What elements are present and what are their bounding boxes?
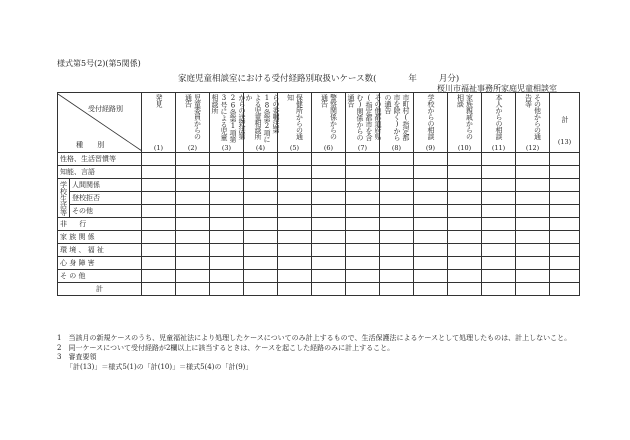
count-cell[interactable]: [312, 283, 346, 296]
count-cell[interactable]: [482, 218, 516, 231]
count-cell[interactable]: [380, 270, 414, 283]
count-cell[interactable]: [312, 244, 346, 257]
col-header: その他からの通告等 (12): [516, 93, 550, 153]
note-1: 1 当該月の新規ケースのうち、児童福祉法により処理したケースについてのみ計上するもので、生活保護法によるケースとして処理したものは、計上しないこと。: [57, 334, 572, 342]
count-cell[interactable]: [312, 166, 346, 179]
count-cell[interactable]: [482, 283, 516, 296]
count-cell[interactable]: [210, 153, 244, 166]
count-cell[interactable]: [312, 270, 346, 283]
count-cell[interactable]: [516, 153, 550, 166]
count-cell[interactable]: [210, 179, 244, 192]
col-header: らの委嘱法第18条第2項による児童相談所か (4): [245, 94, 280, 152]
count-cell[interactable]: [278, 283, 312, 296]
count-cell[interactable]: [550, 231, 580, 244]
count-cell[interactable]: [278, 244, 312, 257]
table-row: [58, 231, 580, 244]
count-cell[interactable]: [142, 244, 176, 257]
count-cell[interactable]: [176, 192, 210, 205]
count-cell[interactable]: [346, 257, 380, 270]
count-cell[interactable]: [210, 257, 244, 270]
total-row: [58, 283, 580, 296]
count-cell[interactable]: [142, 192, 176, 205]
issuer-name: 桜川市福祉事務所家庭児童相談室: [437, 84, 557, 93]
table-row: [58, 205, 580, 218]
count-cell[interactable]: [516, 244, 550, 257]
count-cell[interactable]: [210, 283, 244, 296]
col-header: その他都道府県(指定都市を含む)関係からの通告 (7): [347, 94, 382, 152]
count-cell[interactable]: [380, 218, 414, 231]
count-cell[interactable]: [312, 231, 346, 244]
count-cell[interactable]: [414, 270, 448, 283]
count-cell[interactable]: [414, 166, 448, 179]
count-cell[interactable]: [142, 270, 176, 283]
count-cell[interactable]: [244, 205, 278, 218]
table-row: [58, 166, 580, 179]
count-cell[interactable]: [312, 153, 346, 166]
count-cell[interactable]: [414, 192, 448, 205]
count-cell[interactable]: [550, 192, 580, 205]
form-number: 様式第5号(2)(第5関係): [57, 59, 141, 68]
count-cell[interactable]: [380, 231, 414, 244]
count-cell[interactable]: [244, 231, 278, 244]
count-cell[interactable]: [176, 218, 210, 231]
count-cell[interactable]: [516, 205, 550, 218]
count-cell[interactable]: [482, 153, 516, 166]
count-cell[interactable]: [448, 218, 482, 231]
count-cell[interactable]: [244, 244, 278, 257]
count-cell[interactable]: [278, 192, 312, 205]
count-cell[interactable]: [176, 205, 210, 218]
count-cell[interactable]: [448, 192, 482, 205]
count-cell[interactable]: [278, 231, 312, 244]
count-cell[interactable]: [414, 153, 448, 166]
count-cell[interactable]: [550, 270, 580, 283]
note-4: 「計(13)」＝様式5(1)の「計(10)」＝様式5(4)の「計(9)」: [66, 362, 253, 371]
count-cell[interactable]: [278, 153, 312, 166]
count-cell[interactable]: [482, 205, 516, 218]
col-header: 学校からの相談 (9): [414, 93, 448, 153]
col-header: 児童委員からの通告 (2): [176, 93, 210, 153]
table-row: [58, 244, 580, 257]
count-cell[interactable]: [482, 257, 516, 270]
count-cell[interactable]: [346, 270, 380, 283]
corner-bottom-label: 種 別: [76, 141, 111, 149]
row-label: 登校拒否: [70, 192, 142, 205]
count-cell[interactable]: [448, 231, 482, 244]
count-cell[interactable]: [244, 179, 278, 192]
count-cell[interactable]: [142, 179, 176, 192]
count-cell[interactable]: [414, 179, 448, 192]
count-cell[interactable]: [278, 166, 312, 179]
table-row: [58, 218, 580, 231]
count-cell[interactable]: [346, 218, 380, 231]
count-cell[interactable]: [278, 257, 312, 270]
count-cell[interactable]: [142, 218, 176, 231]
count-cell[interactable]: [176, 153, 210, 166]
col-header: 本人からの相談 (11): [482, 93, 516, 153]
count-cell[interactable]: [244, 153, 278, 166]
count-cell[interactable]: [312, 179, 346, 192]
count-cell[interactable]: [414, 218, 448, 231]
count-cell[interactable]: [142, 153, 176, 166]
count-cell[interactable]: [516, 283, 550, 296]
count-cell[interactable]: [346, 283, 380, 296]
count-cell[interactable]: [210, 244, 244, 257]
table-row: [58, 192, 580, 205]
count-cell[interactable]: [244, 257, 278, 270]
count-cell[interactable]: [176, 270, 210, 283]
case-count-table: [57, 92, 580, 296]
row-label: 人間関係: [70, 179, 142, 192]
count-cell[interactable]: [176, 179, 210, 192]
title-text: 家庭児童相談室における受付経路別取扱いケース数(: [178, 74, 377, 84]
count-cell[interactable]: [176, 231, 210, 244]
count-cell[interactable]: [312, 218, 346, 231]
count-cell[interactable]: [482, 244, 516, 257]
count-cell[interactable]: [346, 244, 380, 257]
count-cell[interactable]: [448, 244, 482, 257]
count-cell[interactable]: [312, 257, 346, 270]
row-label: 環 境 、 福 祉: [58, 244, 142, 257]
count-cell[interactable]: [482, 166, 516, 179]
count-cell[interactable]: [482, 192, 516, 205]
corner-top-label: 受付経路別: [88, 105, 123, 113]
count-cell[interactable]: [414, 205, 448, 218]
table-row: [58, 257, 580, 270]
count-cell[interactable]: [278, 205, 312, 218]
count-cell[interactable]: [414, 244, 448, 257]
row-label: 非 行: [58, 218, 142, 231]
school-group-label: 学校生活等: [59, 180, 68, 216]
count-cell[interactable]: [244, 270, 278, 283]
count-cell[interactable]: [448, 166, 482, 179]
count-cell[interactable]: [312, 205, 346, 218]
count-cell[interactable]: [448, 270, 482, 283]
total-label: 計: [58, 283, 142, 296]
count-cell[interactable]: [550, 244, 580, 257]
col-header: 保健所からの通知 (5): [278, 93, 312, 153]
row-label: その他: [70, 205, 142, 218]
count-cell[interactable]: [142, 231, 176, 244]
count-cell[interactable]: [346, 205, 380, 218]
count-cell[interactable]: [142, 257, 176, 270]
count-cell[interactable]: [210, 205, 244, 218]
count-cell[interactable]: [380, 192, 414, 205]
count-cell[interactable]: [346, 231, 380, 244]
count-cell[interactable]: [176, 244, 210, 257]
count-cell[interactable]: [176, 166, 210, 179]
document-title: [178, 72, 459, 84]
col-header: 計 (13): [550, 93, 580, 153]
count-cell[interactable]: [380, 205, 414, 218]
count-cell[interactable]: [516, 179, 550, 192]
count-cell[interactable]: [142, 166, 176, 179]
row-label: そ の 他: [58, 270, 142, 283]
count-cell[interactable]: [244, 218, 278, 231]
row-label: 心 身 障 害: [58, 257, 142, 270]
note-3: 3 審査要領: [57, 353, 97, 361]
count-cell[interactable]: [448, 205, 482, 218]
count-cell[interactable]: [346, 153, 380, 166]
count-cell[interactable]: [210, 231, 244, 244]
corner-cell: [58, 93, 142, 153]
header-row: [58, 93, 580, 153]
count-cell[interactable]: [210, 192, 244, 205]
count-cell[interactable]: [380, 283, 414, 296]
count-cell[interactable]: [380, 257, 414, 270]
count-cell[interactable]: [448, 153, 482, 166]
count-cell[interactable]: [210, 218, 244, 231]
count-cell[interactable]: [414, 283, 448, 296]
count-cell[interactable]: [550, 153, 580, 166]
count-cell[interactable]: [380, 153, 414, 166]
count-cell[interactable]: [448, 257, 482, 270]
count-cell[interactable]: [516, 192, 550, 205]
col-header: からの送致法第26条第1項第3号による児童相談所 (3): [211, 94, 246, 152]
count-cell[interactable]: [278, 218, 312, 231]
count-cell[interactable]: [176, 257, 210, 270]
note-2: 2 同一ケースについて受付経路が2欄以上に該当するときは、ケースを起こした経路のみに計上すること。: [57, 343, 395, 352]
count-cell[interactable]: [414, 257, 448, 270]
count-cell[interactable]: [516, 257, 550, 270]
count-cell[interactable]: [346, 166, 380, 179]
count-cell[interactable]: [244, 192, 278, 205]
count-cell[interactable]: [278, 270, 312, 283]
title-year: 年: [408, 74, 417, 84]
col-header: 警察関係からの通告 (6): [312, 93, 346, 153]
count-cell[interactable]: [550, 205, 580, 218]
count-cell[interactable]: [346, 179, 380, 192]
count-cell[interactable]: [414, 231, 448, 244]
count-cell[interactable]: [176, 283, 210, 296]
count-cell[interactable]: [448, 283, 482, 296]
count-cell[interactable]: [244, 283, 278, 296]
count-cell[interactable]: [244, 166, 278, 179]
count-cell[interactable]: [516, 270, 550, 283]
count-cell[interactable]: [550, 166, 580, 179]
count-cell[interactable]: [550, 179, 580, 192]
table-row: [58, 270, 580, 283]
count-cell[interactable]: [516, 218, 550, 231]
count-cell[interactable]: [516, 166, 550, 179]
col-header: 家族親戚からの相談 (10): [448, 93, 482, 153]
table-row: [58, 153, 580, 166]
count-cell[interactable]: [482, 231, 516, 244]
count-cell[interactable]: [550, 283, 580, 296]
count-cell[interactable]: [312, 192, 346, 205]
count-cell[interactable]: [550, 218, 580, 231]
notes-section: [57, 334, 577, 372]
count-cell[interactable]: [482, 270, 516, 283]
count-cell[interactable]: [210, 166, 244, 179]
count-cell[interactable]: [346, 192, 380, 205]
count-cell[interactable]: [278, 179, 312, 192]
title-month: 月分): [438, 74, 460, 84]
row-label: 知能、言語: [58, 166, 142, 179]
count-cell[interactable]: [482, 179, 516, 192]
count-cell[interactable]: [550, 257, 580, 270]
count-cell[interactable]: [380, 179, 414, 192]
row-label: 家 族 関 係: [58, 231, 142, 244]
count-cell[interactable]: [448, 179, 482, 192]
table-row: [58, 179, 580, 192]
count-cell[interactable]: [516, 231, 550, 244]
count-cell[interactable]: [142, 205, 176, 218]
count-cell[interactable]: [210, 270, 244, 283]
count-cell[interactable]: [380, 166, 414, 179]
row-label: 性格、生活習慣等: [58, 153, 142, 166]
count-cell[interactable]: [380, 244, 414, 257]
count-cell[interactable]: [142, 283, 176, 296]
col-header: 発見 (1): [142, 93, 176, 153]
col-header: 市町村(指定都市を除く)からの通告 (8): [380, 93, 414, 153]
